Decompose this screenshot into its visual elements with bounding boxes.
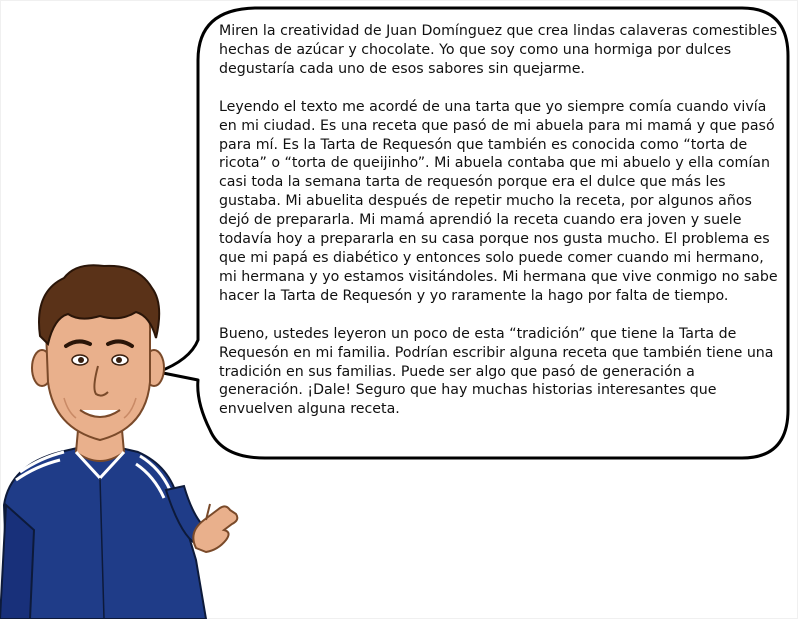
paragraph-intro: Miren la creatividad de Juan Domínguez que crea lindas calaveras comestibles hechas de azúcar y chocolate. Yo que soy como una hormiga por dulces degustaría cada uno de esos sabores sin quejarme. bbox=[219, 23, 778, 77]
paragraph-invitation: Bueno, ustedes leyeron un poco de esta “tradición” que tiene la Tarta de Requesón en mi familia. Podrían escribir alguna receta que también tiene una tradición en sus familias. Puede ser algo que pasó de generación a generación. ¡Dale! Seguro que hay muchas historias interesantes que envuelven alguna receta. bbox=[219, 325, 774, 418]
paragraph-story: Leyendo el texto me acordé de una tarta que yo siempre comía cuando vivía en mi ciudad. Es una receta que pasó de mi abuela para mi mamá y que pasó para mí. Es la Tarta de Requesón que también es conocida como “torta de ricota” o “torta de queijinho”. Mi abuela contaba que mi abuelo y ella comían casi toda la semana tarta de requesón porque era el dulce que más les gustaba. Mi abuelita después de repetir mucho la receta, por algunos años dejó de prepararla. Mi mamá aprendió la receta cuando era joven y suele todavía hoy a prepararla en su casa porque nos gusta mucho. El problema es que mi papá es diabético y entonces solo puede comer cuando mi hermano, mi hermana y yo estamos visitándoles. Mi hermana que vive conmigo no sabe hacer la Tarta de Requesón y yo raramente la hago por falta de tiempo. bbox=[219, 98, 778, 304]
speech-bubble-text bbox=[219, 22, 779, 438]
